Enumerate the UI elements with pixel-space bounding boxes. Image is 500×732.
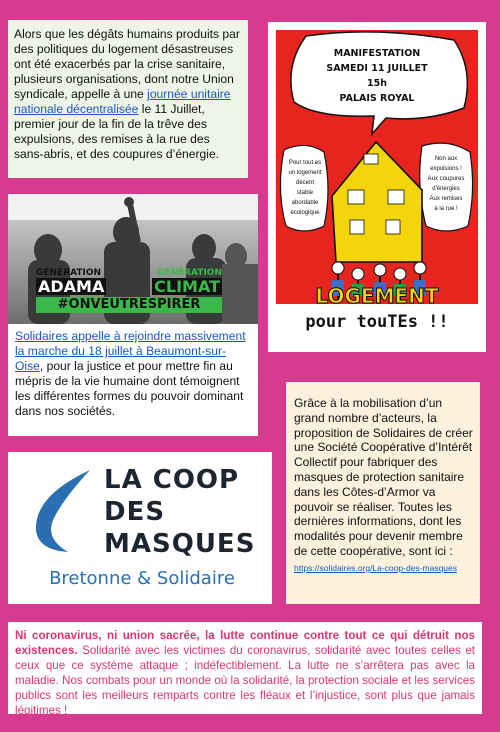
housing-poster bbox=[268, 22, 486, 352]
generation-photo bbox=[8, 194, 258, 324]
logo-line: LA COOP bbox=[104, 465, 240, 495]
intro-text-before: Alors que les dégâts humains produits par des politiques du logement désastreuses ont été exacerbés par la crise sanitaire, plusieurs organisations, dont notre Union syndicale, appelle à une bbox=[14, 27, 240, 101]
adama-label: ADAMA bbox=[38, 277, 105, 296]
poster-left-bubble bbox=[284, 158, 326, 218]
coop-logo-tagline: Bretonne & Solidaire bbox=[49, 568, 235, 589]
poster-header-line: SAMEDI 11 JUILLET bbox=[326, 63, 428, 74]
coop-paragraph bbox=[286, 382, 480, 604]
poster-header-line: PALAIS ROYAL bbox=[339, 93, 415, 104]
generation-right: GÉNÉRATION bbox=[156, 268, 222, 278]
intro-paragraph bbox=[8, 20, 248, 178]
logo-line: DES bbox=[104, 497, 166, 527]
poster-right-bubble bbox=[422, 154, 470, 214]
climat-label: CLIMAT bbox=[154, 277, 220, 296]
bubble-line: décent bbox=[295, 180, 314, 186]
poster-header-line: 15h bbox=[367, 78, 387, 89]
bubble-line: Pour tout.es bbox=[288, 160, 322, 166]
march-text: , pour la justice et pour mettre fin au mépris de la vie humaine dont témoignent les différentes formes du pouvoir dominant dans nos sociétés. bbox=[15, 359, 244, 418]
bubble-line: à la rue ! bbox=[434, 206, 458, 212]
hashtag-label: #ONVEUTRESPIRER bbox=[36, 297, 222, 313]
bubble-line: stable bbox=[296, 190, 313, 196]
closing-bold: Ni coronavirus, ni union sacrée, la lutte continue contre tout ce qui détruit nos existences. bbox=[15, 629, 475, 657]
coop-logo bbox=[8, 452, 272, 604]
poster-header bbox=[302, 46, 452, 106]
intro-text-after: le 11 Juillet, premier jour de la fin de la trêve des expulsions, des remises à la rue des sans-abris, et des coupures d’énergie. bbox=[14, 102, 220, 161]
poster-title: LOGEMENT bbox=[315, 284, 439, 308]
bubble-line: d'énergies bbox=[432, 186, 460, 192]
closing-statement bbox=[8, 622, 482, 717]
closing-text: Solidarité avec les victimes du coronavirus, solidarité avec toutes celles et ceux que ce système attaque ; indéfectiblement. La lutte ne s’arrêtera pas avec la maladie. Nos combats pour un monde où la solidarité, la protection sociale et les services publics sont les meilleurs remparts contre les fléaux et l’injustice, sont plus que jamais légitimes ! bbox=[15, 644, 475, 717]
march-paragraph bbox=[8, 324, 258, 436]
logo-line: MASQUES bbox=[104, 529, 256, 559]
bubble-line: abordable bbox=[291, 200, 319, 206]
poster-header-line: MANIFESTATION bbox=[333, 48, 421, 59]
coop-link[interactable]: https://solidaires.org/La-coop-des-masques bbox=[294, 562, 457, 573]
bubble-line: Aux coupures bbox=[427, 176, 465, 182]
mask-swoosh-icon bbox=[24, 466, 110, 556]
coop-text: Grâce à la mobilisation d’un grand nombre d’acteurs, la proposition de Solidaires de créer une Société Coopérative d’Intérêt Collectif pour fabriquer des masques de protection sanitaire dans les Côtes-d’Armor va pouvoir se réaliser. Toutes les dernières informations, dont les modalités pour devenir membre de cette coopérative, sont ici : bbox=[294, 396, 473, 558]
march-link[interactable]: Solidaires appelle à rejoindre massivement la marche du 18 juillet à Beaumont-sur-Oise bbox=[15, 329, 246, 373]
generation-banner bbox=[36, 268, 222, 313]
bubble-line: Aux remises bbox=[429, 196, 463, 202]
unitary-day-link[interactable]: journée unitaire nationale décentralisée bbox=[14, 87, 231, 116]
bubble-line: un logement bbox=[288, 170, 322, 176]
generation-left: GÉNÉRATION bbox=[36, 268, 102, 278]
bubble-line: Non aux bbox=[434, 156, 458, 162]
poster-subtitle: pour touTEs !! bbox=[305, 312, 449, 332]
bubble-line: expulsions ! bbox=[430, 166, 462, 172]
coop-logo-title bbox=[104, 464, 255, 560]
bubble-line: écologique bbox=[290, 210, 320, 216]
